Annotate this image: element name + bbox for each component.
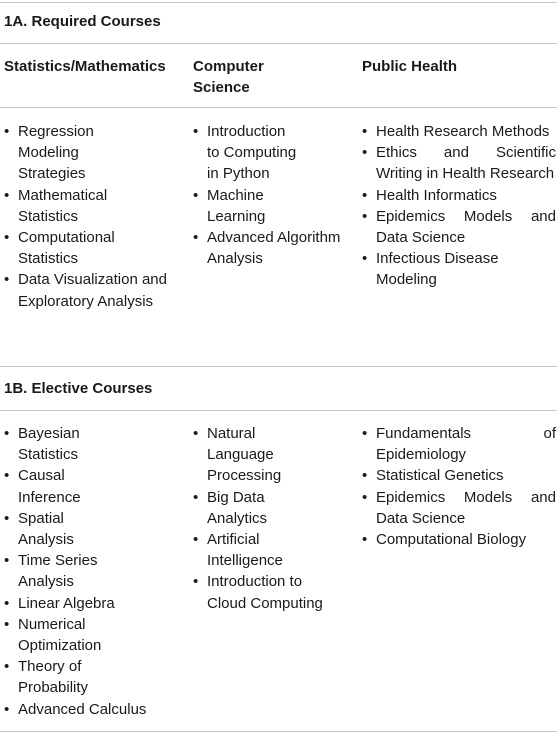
required-cs-list <box>193 121 343 269</box>
list-item: • Spatial Analysis <box>4 508 98 550</box>
list-item: • Statistical Genetics <box>362 465 556 486</box>
header-statistics-mathematics: Statistics/Mathematics <box>4 58 166 75</box>
top-rule <box>0 2 557 3</box>
list-item: • Epidemics Models and Data Science <box>362 487 556 529</box>
list-item: • Computational Biology <box>362 529 556 550</box>
list-item: • Artificial Intelligence <box>193 529 307 571</box>
list-item: • Natural Language Processing <box>193 423 307 487</box>
list-item: • Linear Algebra <box>4 593 168 614</box>
section-rule <box>0 366 557 367</box>
list-item: • Data Visualization and Exploratory Analysis <box>4 269 168 311</box>
header-rule <box>0 107 557 108</box>
list-item: • Bayesian Statistics <box>4 423 98 465</box>
elective-ph-list <box>362 423 556 550</box>
list-item: • Theory of Probability <box>4 656 108 698</box>
list-item: • Health Research Methods <box>362 121 556 142</box>
list-item: • Regression Modeling Strategies <box>4 121 110 185</box>
list-item: • Infectious Disease Modeling <box>362 248 506 290</box>
header-computer-science: Computer Science <box>193 58 264 96</box>
required-section-title: 1A. Required Courses <box>4 13 161 30</box>
bottom-rule <box>0 731 557 732</box>
list-item: • Introduction to Computing in Python <box>193 121 297 185</box>
list-item: • Mathematical Statistics <box>4 185 126 227</box>
required-ph-list <box>362 121 556 291</box>
list-item: • Big Data Analytics <box>193 487 307 529</box>
list-item: • Ethics and Scientific Writing in Health Research <box>362 142 556 184</box>
elective-stats-list <box>4 423 168 720</box>
list-item: • Epidemics Models and Data Science <box>362 206 556 248</box>
list-item: • Introduction to Cloud Computing <box>193 571 345 613</box>
elective-cs-list <box>193 423 343 614</box>
list-item: • Health Informatics <box>362 185 556 206</box>
list-item: • Advanced Calculus <box>4 699 178 720</box>
required-stats-list <box>4 121 168 312</box>
list-item: • Computational Statistics <box>4 227 142 269</box>
section-rule <box>0 410 557 411</box>
list-item: • Time Series Analysis <box>4 550 108 592</box>
list-item: • Advanced Algorithm Analysis <box>193 227 357 269</box>
elective-section-title: 1B. Elective Courses <box>4 380 153 397</box>
section-rule <box>0 43 557 44</box>
list-item: • Fundamentals of Epidemiology <box>362 423 556 465</box>
header-public-health: Public Health <box>362 58 458 75</box>
list-item: • Causal Inference <box>4 465 98 507</box>
list-item: • Numerical Optimization <box>4 614 118 656</box>
list-item: • Machine Learning <box>193 185 287 227</box>
